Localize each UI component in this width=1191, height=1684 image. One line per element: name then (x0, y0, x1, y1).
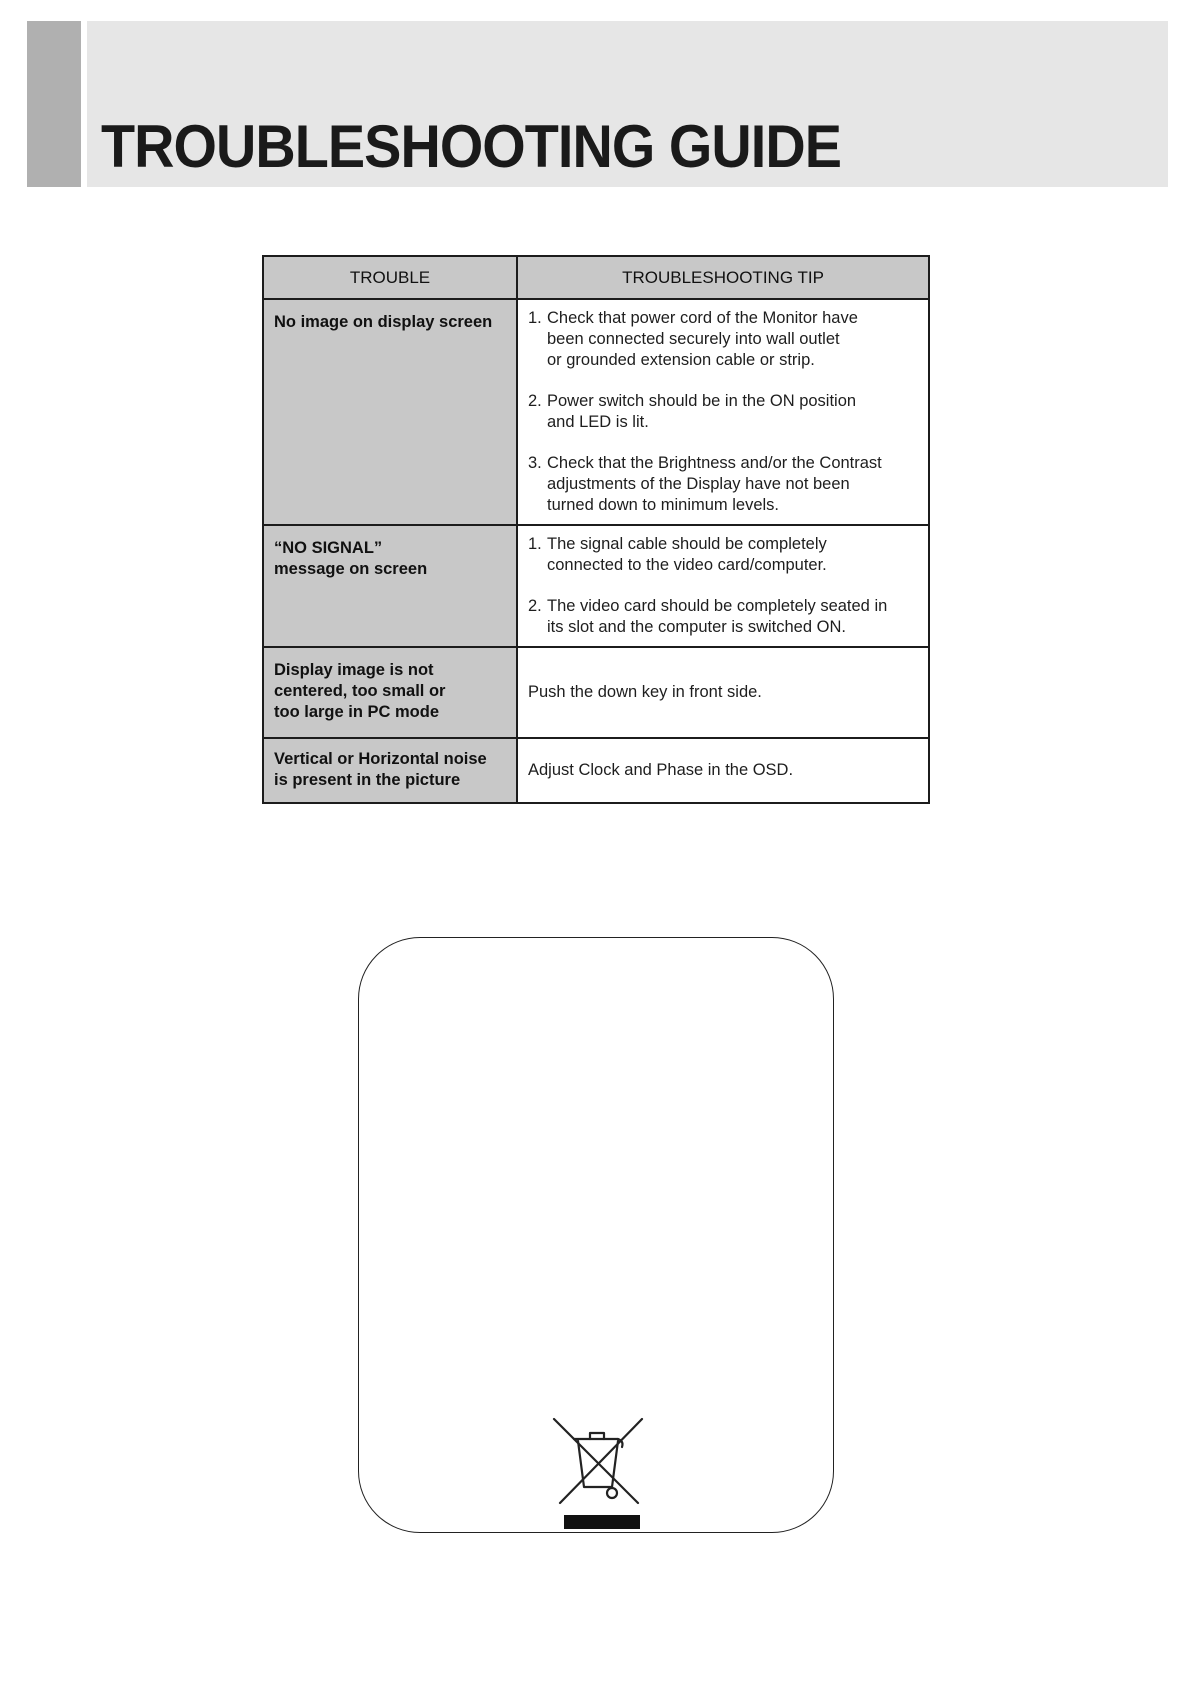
tip-item (528, 391, 920, 433)
trouble-text: No image on display screen (274, 313, 493, 331)
trouble-cell (263, 525, 517, 647)
tip-item (528, 308, 920, 371)
tip-cell (517, 647, 929, 738)
column-header-trouble: TROUBLE (263, 256, 517, 299)
trouble-text: Vertical or Horizontal noise is present in the picture (274, 750, 487, 789)
tip-text: Push the down key in front side. (528, 683, 762, 701)
trouble-text: Display image is not centered, too small or too large in PC mode (274, 661, 446, 721)
trouble-cell (263, 738, 517, 803)
tip-text: Check that the Brightness and/or the Contrast adjustments of the Display have not been turned down to minimum levels. (547, 454, 882, 514)
table-row (263, 525, 929, 647)
tip-number: 2. (528, 392, 542, 410)
tip-item (528, 453, 920, 516)
crossed-out-wheelie-bin-icon (552, 1417, 644, 1529)
trouble-cell (263, 647, 517, 738)
page-title: TROUBLESHOOTING GUIDE (101, 113, 841, 180)
tip-text: Power switch should be in the ON position and LED is lit. (547, 392, 857, 431)
table-row (263, 647, 929, 738)
header-accent-bar (27, 21, 81, 187)
tip-text: Check that power cord of the Monitor have been connected securely into wall outlet or grounded extension cable or strip. (547, 309, 858, 369)
tip-number: 3. (528, 454, 542, 472)
tip-number: 2. (528, 597, 542, 615)
tip-item (528, 596, 920, 638)
trouble-text: “NO SIGNAL” message on screen (274, 539, 428, 578)
tip-number: 1. (528, 309, 542, 327)
tip-cell (517, 299, 929, 525)
tip-cell (517, 525, 929, 647)
trouble-cell (263, 299, 517, 525)
table-header-row (263, 256, 929, 299)
tip-text: Adjust Clock and Phase in the OSD. (528, 761, 794, 779)
tip-text: The signal cable should be completely connected to the video card/computer. (547, 535, 827, 574)
troubleshooting-table (262, 255, 930, 804)
table-row (263, 738, 929, 803)
tip-item (528, 534, 920, 576)
table-row (263, 299, 929, 525)
column-header-tip: TROUBLESHOOTING TIP (517, 256, 929, 299)
tip-number: 1. (528, 535, 542, 553)
tip-cell (517, 738, 929, 803)
tip-text: The video card should be completely seated in its slot and the computer is switched ON. (547, 597, 888, 636)
